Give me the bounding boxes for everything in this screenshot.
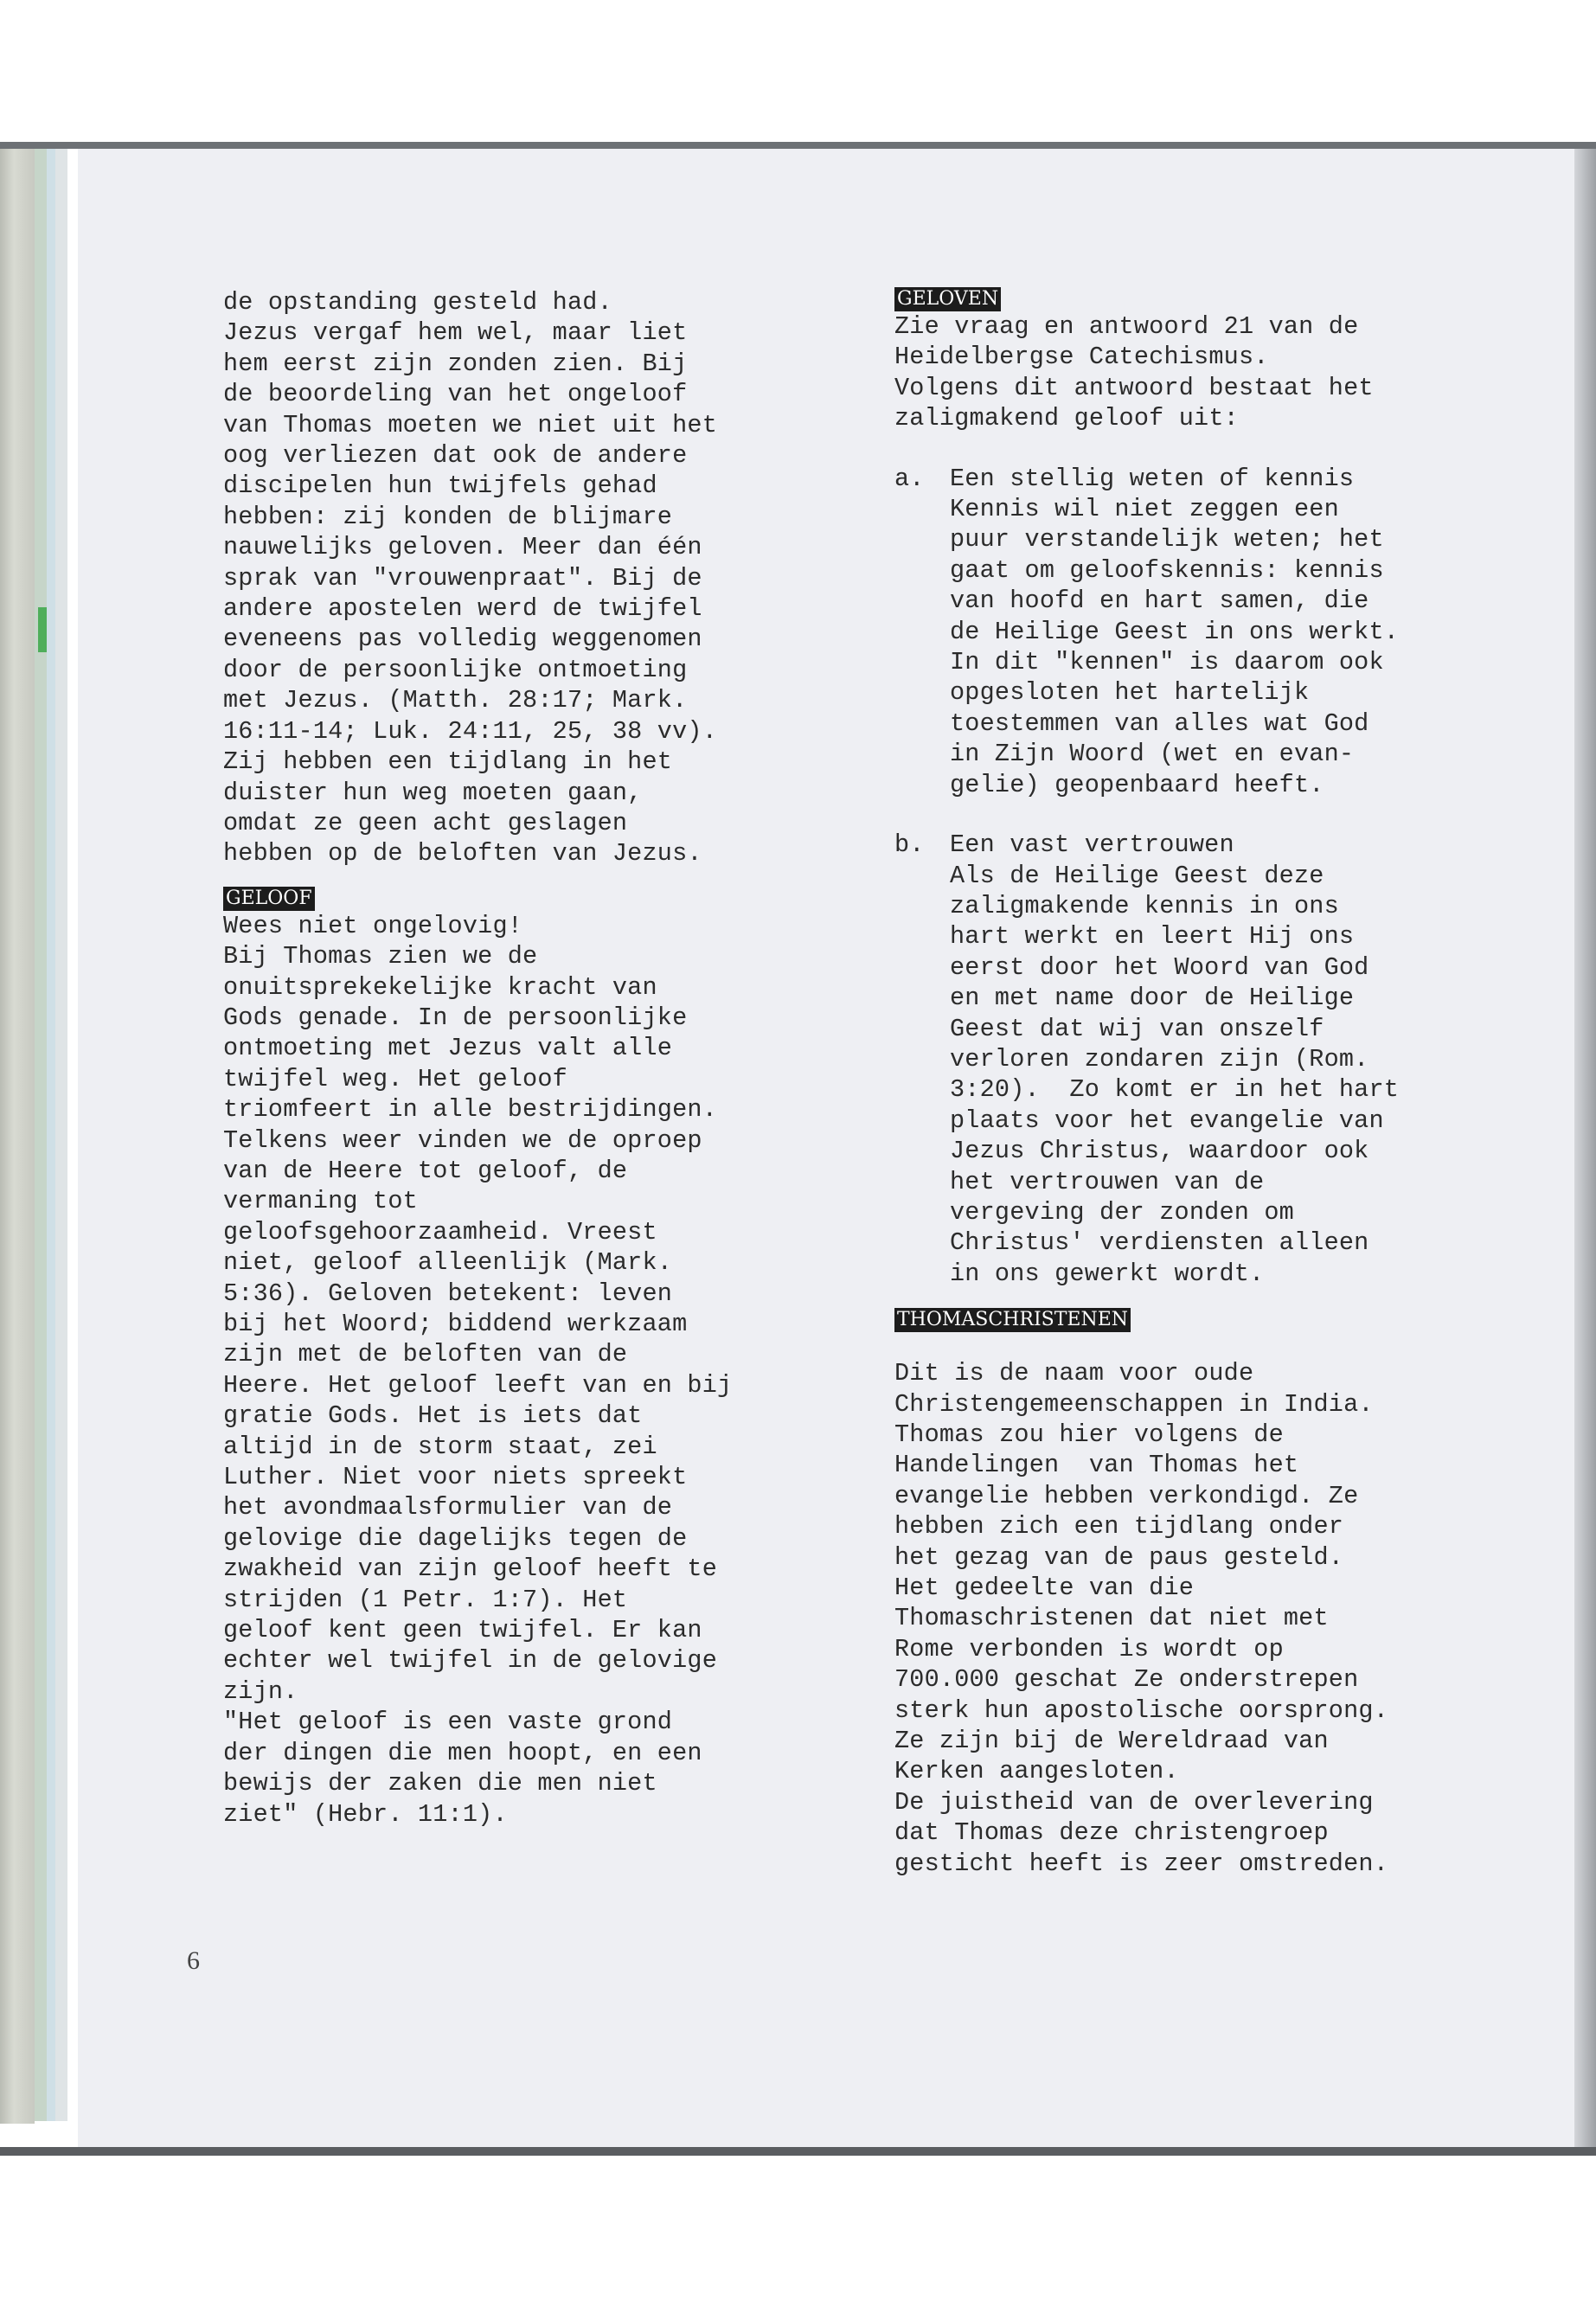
text-line: 3:20). Zo komt er in het hart [950, 1075, 1400, 1105]
heading-geloof: GELOOF [223, 887, 315, 911]
text-line: geloofsgehoorzaamheid. Vreest [223, 1217, 657, 1247]
text-line: plaats voor het evangelie van [950, 1106, 1384, 1135]
text-line: gelie) geopenbaard heeft. [950, 770, 1324, 799]
text-line: Luther. Niet voor niets spreekt [223, 1463, 688, 1492]
text-line: echter wel twijfel in de gelovige [223, 1646, 717, 1676]
text-line: hebben: zij konden de blijmare [223, 502, 673, 531]
text-line: duister hun weg moeten gaan, [223, 778, 643, 807]
text-line: Jezus Christus, waardoor ook [950, 1137, 1369, 1166]
text-line: zijn met de beloften van de [223, 1340, 628, 1369]
text-line: Zie vraag en antwoord 21 van de [894, 312, 1359, 341]
text-line: van de Heere tot geloof, de [223, 1156, 628, 1185]
text-line: Kennis wil niet zeggen een [950, 495, 1339, 524]
text-line: strijden (1 Petr. 1:7). Het [223, 1585, 628, 1614]
text-line: niet, geloof alleenlijk (Mark. [223, 1248, 673, 1278]
text-line: Zij hebben een tijdlang in het [223, 747, 673, 777]
text-line: eveneens pas volledig weggenomen [223, 625, 702, 654]
text-line: verloren zondaren zijn (Rom. [950, 1044, 1369, 1074]
text-line: discipelen hun twijfels gehad [223, 471, 657, 501]
text-line: De juistheid van de overlevering [894, 1787, 1374, 1817]
text-line: Christus' verdiensten alleen [950, 1228, 1369, 1258]
thomaschristenen-paragraph [894, 1358, 1535, 1879]
text-line: hart werkt en leert Hij ons [950, 922, 1355, 952]
text-line: andere apostelen werd de twijfel [223, 594, 702, 624]
text-line: Handelingen van Thomas het [894, 1451, 1299, 1480]
geloven-intro [894, 311, 1535, 434]
text-line: 5:36). Geloven betekent: leven [223, 1279, 673, 1308]
heading-thomaschristenen: THOMASCHRISTENEN [894, 1308, 1131, 1332]
text-line: 700.000 geschat Ze onderstrepen [894, 1665, 1359, 1695]
text-line: vergeving der zonden om [950, 1197, 1294, 1227]
text-line: Ze zijn bij de Wereldraad van [894, 1727, 1329, 1756]
text-line: omdat ze geen acht geslagen [223, 808, 628, 837]
bottom-scan-edge [0, 2147, 1596, 2156]
book-spine [0, 143, 35, 2124]
text-line: ziet" (Hebr. 11:1). [223, 1799, 508, 1829]
list-item-text [950, 830, 1535, 1289]
text-line: Rome verbonden is wordt op [894, 1634, 1284, 1663]
left-column [223, 287, 863, 1830]
text-line: twijfel weg. Het geloof [223, 1064, 567, 1093]
text-line: Een stellig weten of kennis [950, 464, 1355, 493]
text-line: gesticht heeft is zeer omstreden. [894, 1849, 1388, 1878]
text-line: gratie Gods. Het is iets dat [223, 1401, 643, 1431]
text-line: Dit is de naam voor oude [894, 1359, 1254, 1388]
text-line: bewijs der zaken die men niet [223, 1769, 657, 1798]
list-item-a [894, 464, 1535, 800]
geloof-paragraph [223, 911, 863, 1830]
page-edge-strip [35, 149, 47, 2121]
text-line: gaat om geloofskennis: kennis [950, 555, 1384, 585]
text-line: Een vast vertrouwen [950, 830, 1234, 860]
text-line: de Heilige Geest in ons werkt. [950, 617, 1400, 646]
right-column [894, 287, 1535, 1879]
text-line: gelovige die dagelijks tegen de [223, 1523, 688, 1553]
text-line: eerst door het Woord van God [950, 952, 1369, 982]
text-line: Thomas zou hier volgens de [894, 1420, 1284, 1449]
text-line: hebben zich een tijdlang onder [894, 1512, 1344, 1541]
text-line: bij het Woord; biddend werkzaam [223, 1310, 688, 1338]
text-line: Heidelbergse Catechismus. [894, 343, 1269, 372]
text-line: Als de Heilige Geest deze [950, 861, 1324, 890]
text-line: sterk hun apostolische oorsprong. [894, 1695, 1388, 1725]
text-line: Geest dat wij van onszelf [950, 1014, 1324, 1043]
text-line: "Het geloof is een vaste grond [223, 1708, 673, 1737]
text-line: toestemmen van alles wat God [950, 708, 1369, 738]
list-item-letter: b. [894, 830, 925, 860]
text-line: en met name door de Heilige [950, 984, 1355, 1013]
page-edge-strip [47, 149, 55, 2121]
text-line: oog verliezen dat ook de andere [223, 441, 688, 471]
page-number: 6 [187, 1946, 200, 1975]
text-line: Gods genade. In de persoonlijke [223, 1003, 688, 1032]
text-line: zijn. [223, 1676, 298, 1706]
text-line: Wees niet ongelovig! [223, 911, 523, 940]
text-line: het vertrouwen van de [950, 1167, 1265, 1196]
text-line: vermaning tot [223, 1187, 418, 1216]
list-item-letter: a. [894, 464, 925, 493]
text-line: Bij Thomas zien we de [223, 942, 538, 971]
text-line: zaligmakende kennis in ons [950, 891, 1339, 920]
text-line: van hoofd en hart samen, die [950, 586, 1369, 616]
intro-paragraph [223, 287, 863, 869]
text-line: 16:11-14; Luk. 24:11, 25, 38 vv). [223, 716, 717, 746]
text-line: van Thomas moeten we niet uit het [223, 410, 717, 439]
top-scan-edge [0, 142, 1596, 149]
text-line: Het gedeelte van die [894, 1574, 1195, 1603]
text-line: evangelie hebben verkondigd. Ze [894, 1481, 1359, 1510]
text-line: sprak van "vrouwenpraat". Bij de [223, 563, 702, 593]
list-item-text [950, 464, 1535, 800]
text-line: altijd in de storm staat, zei [223, 1432, 657, 1461]
text-line: onuitsprekekelijke kracht van [223, 972, 657, 1002]
text-line: Volgens dit antwoord bestaat het [894, 373, 1374, 402]
text-line: Telkens weer vinden we de oproep [223, 1125, 702, 1155]
text-line: het gezag van de paus gesteld. [894, 1542, 1344, 1572]
text-line: der dingen die men hoopt, en een [223, 1738, 702, 1767]
text-line: in ons gewerkt wordt. [950, 1259, 1265, 1288]
text-line: triomfeert in alle bestrijdingen. [223, 1095, 717, 1125]
text-line: Jezus vergaf hem wel, maar liet [223, 318, 688, 348]
text-line: de opstanding gesteld had. [223, 288, 612, 317]
text-line: zaligmakend geloof uit: [894, 404, 1239, 433]
text-line: de beoordeling van het ongeloof [223, 380, 688, 409]
text-line: opgesloten het hartelijk [950, 678, 1310, 708]
text-line: hem eerst zijn zonden zien. Bij [223, 349, 688, 378]
text-line: Heere. Het geloof leeft van en bij [223, 1370, 733, 1400]
text-line: puur verstandelijk weten; het [950, 525, 1384, 554]
text-line: ontmoeting met Jezus valt alle [223, 1034, 673, 1063]
text-line: het avondmaalsformulier van de [223, 1493, 673, 1522]
text-line: hebben op de beloften van Jezus. [223, 839, 702, 868]
text-line: door de persoonlijke ontmoeting [223, 655, 688, 684]
list-item-b [894, 830, 1535, 1289]
text-line: In dit "kennen" is daarom ook [950, 648, 1384, 677]
text-line: met Jezus. (Matth. 28:17; Mark. [223, 686, 688, 715]
text-line: in Zijn Woord (wet en evan- [950, 740, 1355, 769]
text-line: Thomaschristenen dat niet met [894, 1604, 1329, 1633]
text-line: Kerken aangesloten. [894, 1757, 1179, 1786]
text-line: Christengemeenschappen in India. [894, 1389, 1374, 1419]
text-line: zwakheid van zijn geloof heeft te [223, 1554, 717, 1584]
text-line: geloof kent geen twijfel. Er kan [223, 1616, 702, 1645]
text-line: dat Thomas deze christengroep [894, 1818, 1329, 1848]
text-line: nauwelijks geloven. Meer dan één [223, 533, 702, 562]
bookmark-tab-green [38, 607, 47, 652]
heading-geloven: GELOVEN [894, 287, 1001, 311]
right-scan-edge [1574, 149, 1596, 2147]
page-edge-strip [55, 149, 67, 2121]
